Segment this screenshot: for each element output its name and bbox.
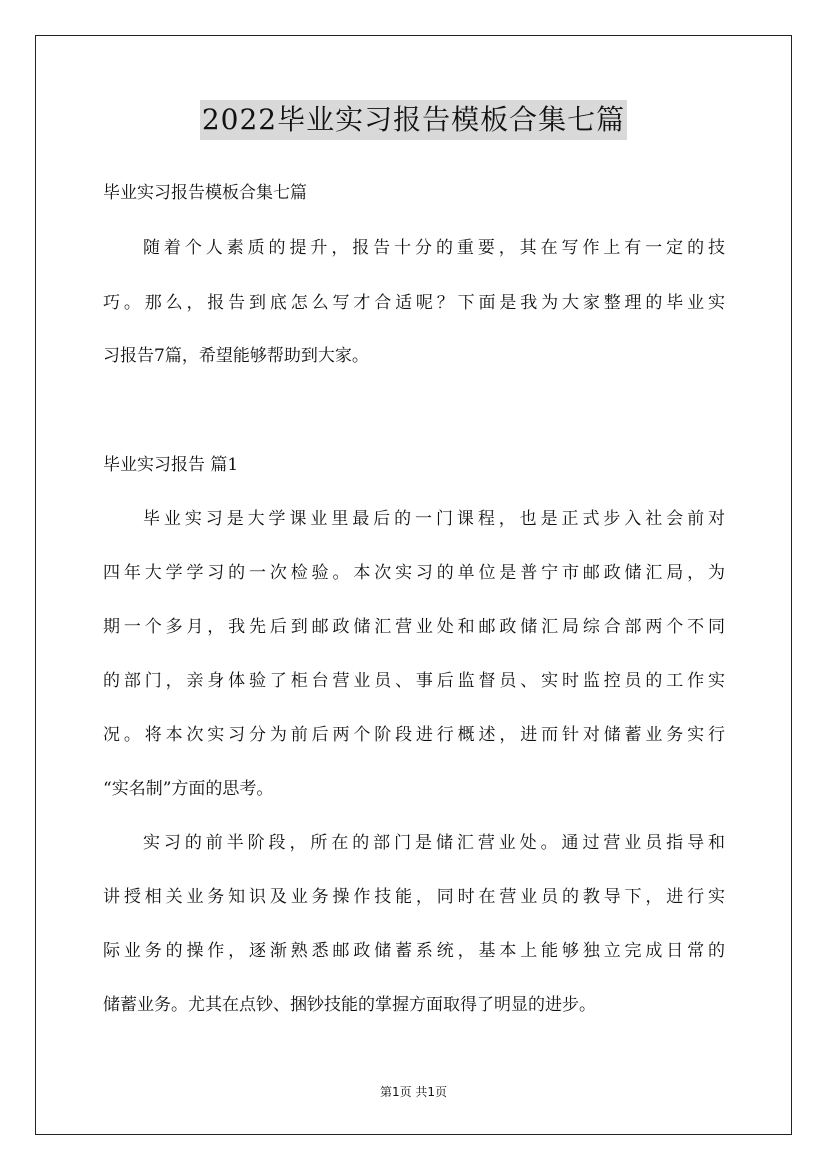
para1-line-2: 四年大学学习的一次检验。本次实习的单位是普宁市邮政储汇局，为 xyxy=(103,563,725,583)
para2-line-3: 际业务的操作，逐渐熟悉邮政储蓄系统，基本上能够独立完成日常的 xyxy=(103,941,725,961)
para1-line-1: 毕业实习是大学课业里最后的一门课程，也是正式步入社会前对 xyxy=(143,509,725,529)
section-heading: 毕业实习报告 篇1 xyxy=(103,455,239,475)
para1-line-4: 的部门，亲身体验了柜台营业员、事后监督员、实时监控员的工作实 xyxy=(103,671,725,691)
para2-line-1: 实习的前半阶段，所在的部门是储汇营业处。通过营业员指导和 xyxy=(143,833,725,853)
para2-line-4: 储蓄业务。尤其在点钞、捆钞技能的掌握方面取得了明显的进步。 xyxy=(103,995,596,1015)
subtitle: 毕业实习报告模板合集七篇 xyxy=(103,183,307,203)
para1-line-6: “实名制”方面的思考。 xyxy=(103,779,274,799)
intro-line-1: 随着个人素质的提升，报告十分的重要，其在写作上有一定的技 xyxy=(143,238,725,258)
para1-line-3: 期一个多月，我先后到邮政储汇营业处和邮政储汇局综合部两个不同 xyxy=(103,617,725,637)
intro-line-3: 习报告7篇，希望能够帮助到大家。 xyxy=(103,346,369,366)
para1-line-5: 况。将本次实习分为前后两个阶段进行概述，进而针对储蓄业务实行 xyxy=(103,725,725,745)
page-footer: 第1页 共1页 xyxy=(379,1085,448,1099)
intro-line-2: 巧。那么，报告到底怎么写才合适呢？下面是我为大家整理的毕业实 xyxy=(103,293,725,313)
title-wrap xyxy=(0,100,827,140)
para2-line-2: 讲授相关业务知识及业务操作技能，同时在营业员的教导下，进行实 xyxy=(103,887,725,907)
document-title: 2022毕业实习报告模板合集七篇 xyxy=(200,100,627,140)
